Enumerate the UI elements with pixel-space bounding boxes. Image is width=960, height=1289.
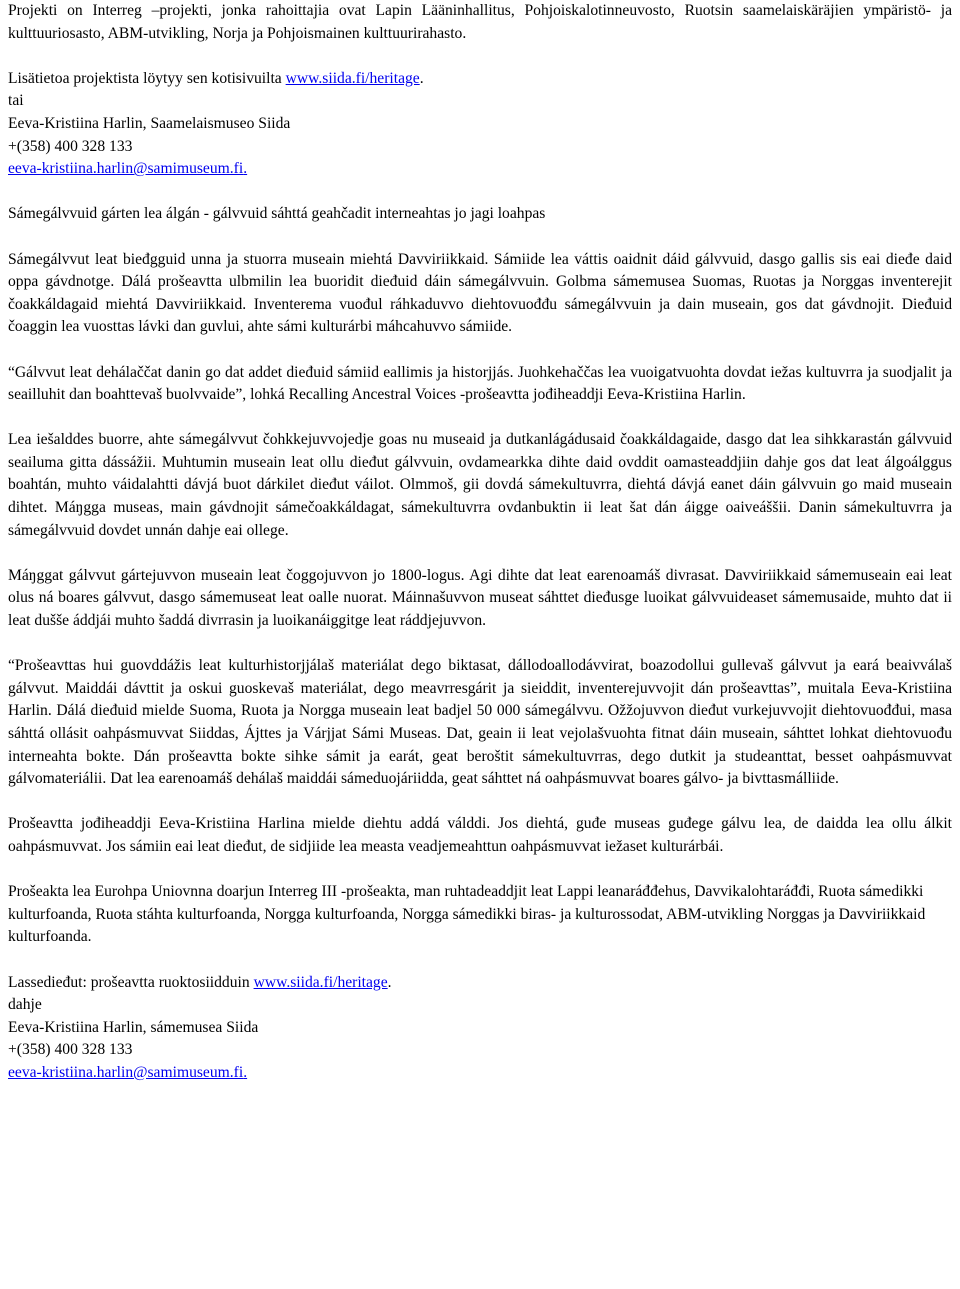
sami-contact-email-line bbox=[8, 1062, 952, 1085]
spacer bbox=[8, 791, 952, 814]
intro-info-line bbox=[8, 68, 952, 91]
sami-paragraph-6: Prošeavtta jođiheaddji Eeva-Kristiina Harlina mielde diehtu addá válddi. Jos diehtá, guđe museas guđege gálvu lea, de daidda lea ollu álkit oahpásmuvvat. Jos sámiin eai leat dieđut, de sidjiide lea measta veadjemeahttun oahpásmuvvat iežaset kulturárbái. bbox=[8, 815, 952, 855]
spacer bbox=[8, 407, 952, 430]
intro-paragraph-fi: Projekti on Interreg –projekti, jonka rahoittajia ovat Lapin Lääninhallitus, Pohjoiskalotinneuvosto, Ruotsin saamelaiskäräjien ympäristö- ja kulttuuriosasto, ABM-utvikling, Norja ja Pohjoismainen kulttuurirahasto. bbox=[8, 2, 952, 42]
sami-paragraph-7: Prošeakta lea Eurohpa Uniovnna doarjun Interreg III -prošeakta, man ruhtadeaddjit leat Lappi leanaráđđehus, Davvikalohtaráđđi, Ruoŧa sámedikki kulturfoanda, Ruoŧa stáhta kulturfoanda, Norgga kulturfoanda, Norgga sámedikki biras- ja kulturossodat, ABM-utvikling Norggas ja Davviriikkaid kulturfoanda. bbox=[8, 883, 926, 946]
sami-paragraph-4: Máŋggat gálvvut gártejuvvon museain leat čoggojuvvon jo 1800-logus. Agi dihte dat leat earenoamáš divrasat. Davviriikkaid sámemuseain eai leat olus ná boares gálvvut, dasgo sámemuseat leat oalle nuorat. Máinnašuvvon museat sáhttet dieđusge luoikat gálvvuideaset sámemusaide, muhto dat ii leat dušše áddjái muhto šaddá divrrasin ja luoikanáiggitge leat ráddjejuvvon. bbox=[8, 566, 952, 630]
sami-paragraph-3: Lea iešalddes buorre, ahte sámegálvvut čohkkejuvvojedje goas nu museaid ja dutkanlágádusaid čoakkáldagaide, dasgo dat lea sihkkarastán gálvvuid seailuma gitta dássážii. Muhtumin museain leat ollu dieđut gálvvuin, ovdamearkka dihte daid ovddit oamasteaddjiin dahje gos dat leat álgoálggus boahtán, muhto váidalahtti dávjá buot dárkilet dieđut váilot. Olmmoš, gii dovdá sámekultuvrra, diehtá dávjá eanet dáin gálvvuin go maid museain dihtet. Máŋgga museas, main gávdnojit sámečoakkáldagat, sámekultuvrra ovdanbuktin ii leat šat dán áigge oaiveáššii. Danin sámekultuvrra ja sámegálvvuid dovdet unnán dahje eai ollege. bbox=[8, 431, 952, 539]
intro-website-link[interactable]: www.siida.fi/heritage bbox=[285, 69, 420, 87]
intro-email-suffix: . bbox=[243, 160, 248, 178]
spacer bbox=[8, 226, 952, 249]
spacer bbox=[8, 949, 952, 972]
intro-email-text: eeva-kristiina.harlin@samimuseum.fi bbox=[8, 160, 244, 178]
sami-or: dahje bbox=[8, 996, 42, 1014]
sami-info-text: Lassedieđut: prošeavtta ruoktosiidduin bbox=[8, 973, 254, 991]
intro-email-link[interactable] bbox=[8, 160, 247, 177]
sami-contact-phone: +(358) 400 328 133 bbox=[8, 1041, 133, 1059]
spacer bbox=[8, 542, 952, 565]
sami-heading: Sámegálvvuid gárten lea álgán - gálvvuid sáhttá geahčadit interneahtas jo jagi loahpas bbox=[8, 205, 546, 223]
sami-email-suffix: . bbox=[243, 1063, 248, 1081]
spacer bbox=[8, 181, 952, 204]
sami-paragraph-2: “Gálvvut leat dehálaččat danin go dat addet dieđuid sámiid eallimis ja historjjás. Juohkehaččas lea vuoigatvuohta dovdat iežas kultuvrra ja suodjalit ja seailluhit dan boahttevaš buolvvaide”, lohká Recalling Ancestral Voices -prošeavtta jođiheaddji Eeva-Kristiina Harlin. bbox=[8, 363, 952, 404]
sami-website-link[interactable]: www.siida.fi/heritage bbox=[253, 973, 388, 991]
sami-info-suffix: . bbox=[387, 973, 392, 991]
intro-contact-email-line bbox=[8, 158, 952, 181]
intro-info-text: Lisätietoa projektista löytyy sen kotisivuilta bbox=[8, 69, 286, 87]
intro-info-suffix: . bbox=[419, 69, 424, 87]
spacer bbox=[8, 339, 952, 362]
sami-email-link[interactable] bbox=[8, 1064, 247, 1081]
intro-contact-name: Eeva-Kristiina Harlin, Saamelaismuseo Siida bbox=[8, 114, 291, 132]
sami-info-line bbox=[8, 972, 952, 995]
sami-contact-name: Eeva-Kristiina Harlin, sámemusea Siida bbox=[8, 1018, 259, 1036]
sami-paragraph-5: “Prošeavttas hui guovddážis leat kulturhistorjjálaš materiálat dego biktasat, dállodoallodávvirat, boazodollui gullevaš gálvvut ja eará beaivválaš gálvvut. Maiddái dávttit ja oskui guoskevaš materiálat, dego meavrresgárit ja sieiddit, inventerejuvvojit dán prošeavttas”, muitala Eeva-Kristiina Harlin. Dálá dieđuid mielde Suoma, Ruoŧa ja Norgga museain leat badjel 50 000 sámegálvvu. Ožžojuvvon dieđut vurkejuvvojit diehtovuođđui, masa sáhttá ollásit oahpásmuvvat Siiddas, Ájttes ja Várjjat Sámi Museas. Dat, geain ii leat vejolašvuohta fitnat dáin museain, sáhttet lohkat diehtovuođu interneahta bokte. Dán prošeavtta bokte sihke sámit ja earát, geat beroštit sámekultuvrras, dego dutkit ja studeanttat, besset oahpásmuvvat gálvomateriálii. Dat lea earenoamáš dehálaš maiddái sámeduojáriidda, geat sáhttet ná oahpásmuvvat boares gálvo- ja bivttasmálliide. bbox=[8, 657, 952, 788]
intro-or: tai bbox=[8, 92, 24, 110]
intro-contact-phone: +(358) 400 328 133 bbox=[8, 137, 133, 155]
spacer bbox=[8, 633, 952, 656]
spacer bbox=[8, 45, 952, 68]
spacer bbox=[8, 859, 952, 882]
sami-email-text: eeva-kristiina.harlin@samimuseum.fi bbox=[8, 1063, 244, 1081]
sami-paragraph-1: Sámegálvvut leat bieđgguid unna ja stuorra museain miehtá Davviriikkaid. Sámiide lea váttis oaidnit dáid gálvvuid, dasgo gallis sis eai dieđe daid oppa gávdnotge. Dálá prošeavtta ulbmilin lea buoridit dieđuid dáin sámegálvvuin. Golbma sámemusea Suomas, Ruoŧas ja Norggas inventerejit čoakkáldagaid miehtá Davviriikkaid. Inventerema vuođul ráhkaduvvo diehtovuođđu sámegálvvuin ja dain museain, gos dat gávdnojit. Dieđuid čoaggin lea vuosttas lávki dan guvlui, ahte sámi kulturárbi máhcahuvvo sámiide. bbox=[8, 250, 952, 336]
